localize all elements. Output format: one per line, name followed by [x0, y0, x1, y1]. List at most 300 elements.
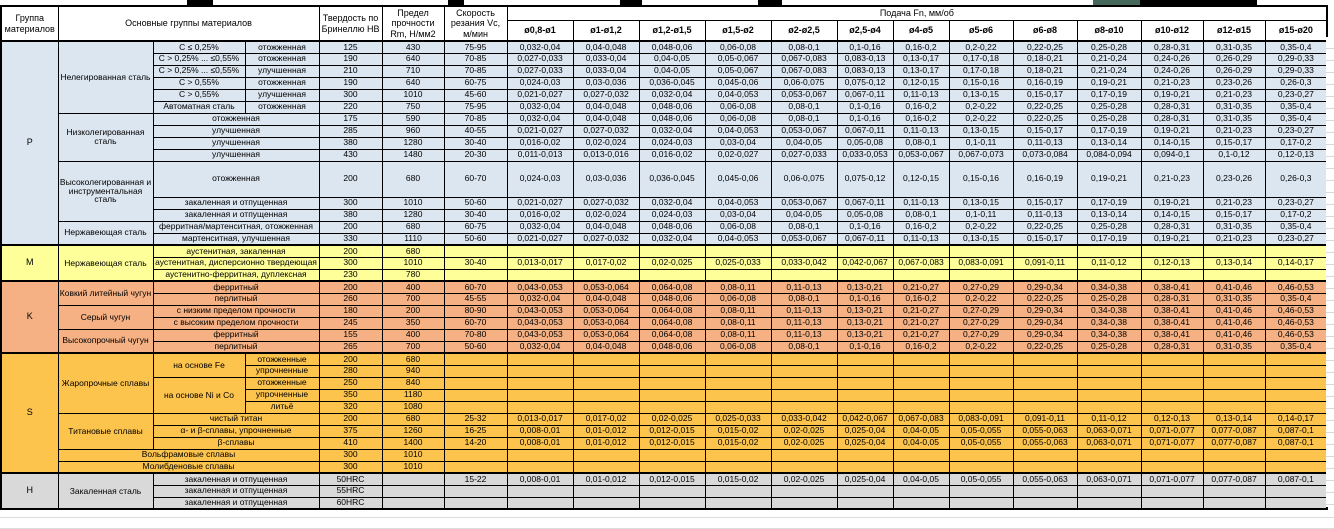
- cutting-speed-cell[interactable]: 60-75: [444, 221, 507, 233]
- feed-cell[interactable]: 0,11-0,13: [1013, 137, 1077, 149]
- feed-cell[interactable]: 0,24-0,26: [1141, 65, 1203, 77]
- feed-cell[interactable]: 0,25-0,28: [1077, 41, 1141, 53]
- feed-cell[interactable]: 0,067-0,073: [949, 149, 1013, 161]
- strength-cell[interactable]: 1010: [382, 257, 444, 269]
- feed-cell[interactable]: 0,075-0,12: [837, 161, 893, 197]
- feed-cell[interactable]: [639, 461, 705, 473]
- feed-cell[interactable]: 0,063-0,071: [1077, 425, 1141, 437]
- feed-cell[interactable]: 0,083-0,13: [837, 53, 893, 65]
- feed-cell[interactable]: 0,021-0,027: [507, 233, 573, 245]
- feed-cell[interactable]: 0,1-0,16: [837, 101, 893, 113]
- feed-cell[interactable]: [893, 377, 949, 389]
- feed-cell[interactable]: 0,27-0,29: [949, 329, 1013, 341]
- material-cell[interactable]: на основе Ni и Co: [153, 377, 245, 413]
- material-cell[interactable]: закаленная и отпущенная: [153, 197, 319, 209]
- feed-cell[interactable]: [1203, 449, 1265, 461]
- hardness-cell[interactable]: 300: [319, 449, 382, 461]
- feed-cell[interactable]: [1077, 365, 1141, 377]
- feed-cell[interactable]: 0,31-0,35: [1203, 341, 1265, 353]
- feed-cell[interactable]: [1141, 389, 1203, 401]
- cutting-speed-cell[interactable]: 16-25: [444, 425, 507, 437]
- material-cell[interactable]: Вольфрамовые сплавы: [58, 449, 319, 461]
- cutting-speed-cell[interactable]: [444, 389, 507, 401]
- feed-cell[interactable]: 0,16-0,2: [893, 113, 949, 125]
- feed-cell[interactable]: 0,06-0,075: [771, 161, 837, 197]
- feed-cell[interactable]: 0,15-0,16: [949, 77, 1013, 89]
- feed-cell[interactable]: 0,27-0,29: [949, 281, 1013, 293]
- material-cell[interactable]: аустенитная, закаленная: [153, 245, 319, 257]
- feed-cell[interactable]: 0,021-0,027: [507, 197, 573, 209]
- feed-cell[interactable]: [705, 401, 771, 413]
- feed-cell[interactable]: 0,045-0,06: [705, 77, 771, 89]
- cutting-speed-cell[interactable]: [444, 461, 507, 473]
- feed-cell[interactable]: 0,22-0,25: [1013, 293, 1077, 305]
- header-material-group[interactable]: Группа материалов: [1, 6, 58, 41]
- feed-cell[interactable]: 0,1-0,16: [837, 221, 893, 233]
- feed-cell[interactable]: 0,22-0,25: [1013, 101, 1077, 113]
- feed-cell[interactable]: 0,21-0,24: [1077, 65, 1141, 77]
- material-cell[interactable]: Нержавеющая сталь: [58, 245, 153, 281]
- strength-cell[interactable]: 400: [382, 281, 444, 293]
- cutting-speed-cell[interactable]: 50-60: [444, 341, 507, 353]
- feed-cell[interactable]: 0,05-0,055: [949, 425, 1013, 437]
- strength-cell[interactable]: 680: [382, 245, 444, 257]
- feed-cell[interactable]: 0,28-0,31: [1141, 41, 1203, 53]
- feed-cell[interactable]: 0,25-0,28: [1077, 293, 1141, 305]
- header-tensile-strength[interactable]: Предел прочности Rm, Н/мм2: [382, 6, 444, 41]
- feed-cell[interactable]: 0,015-0,02: [705, 437, 771, 449]
- feed-cell[interactable]: 0,46-0,53: [1265, 305, 1327, 317]
- feed-cell[interactable]: 0,1-0,16: [837, 293, 893, 305]
- feed-cell[interactable]: 0,26-0,3: [1265, 161, 1327, 197]
- feed-cell[interactable]: 0,024-0,03: [507, 161, 573, 197]
- strength-cell[interactable]: 700: [382, 341, 444, 353]
- feed-cell[interactable]: 0,043-0,053: [507, 317, 573, 329]
- feed-cell[interactable]: 0,032-0,04: [639, 197, 705, 209]
- feed-cell[interactable]: 0,2-0,22: [949, 221, 1013, 233]
- cutting-speed-cell[interactable]: 20-30: [444, 149, 507, 161]
- feed-cell[interactable]: 0,11-0,13: [893, 233, 949, 245]
- feed-cell[interactable]: 0,032-0,04: [507, 293, 573, 305]
- feed-cell[interactable]: [1077, 353, 1141, 365]
- material-cell[interactable]: чистый титан: [153, 413, 319, 425]
- material-cell[interactable]: с низким пределом прочности: [153, 305, 319, 317]
- feed-cell[interactable]: 0,12-0,13: [1265, 149, 1327, 161]
- feed-cell[interactable]: 0,21-0,27: [893, 317, 949, 329]
- strength-cell[interactable]: 940: [382, 365, 444, 377]
- feed-cell[interactable]: [639, 269, 705, 281]
- feed-cell[interactable]: 0,03-0,04: [705, 137, 771, 149]
- feed-cell[interactable]: [1013, 245, 1077, 257]
- feed-cell[interactable]: 0,008-0,01: [507, 437, 573, 449]
- feed-cell[interactable]: 0,01-0,012: [573, 437, 639, 449]
- material-cell[interactable]: C > 0,55%: [153, 89, 245, 101]
- feed-cell[interactable]: 0,18-0,21: [1013, 65, 1077, 77]
- feed-cell[interactable]: 0,08-0,11: [705, 305, 771, 317]
- feed-cell[interactable]: 0,017-0,02: [573, 413, 639, 425]
- feed-cell[interactable]: 0,38-0,41: [1141, 329, 1203, 341]
- hardness-cell[interactable]: 380: [319, 137, 382, 149]
- feed-cell[interactable]: 0,053-0,067: [893, 149, 949, 161]
- hardness-cell[interactable]: 410: [319, 437, 382, 449]
- feed-cell[interactable]: 0,05-0,067: [705, 65, 771, 77]
- feed-cell[interactable]: 0,055-0,063: [1013, 437, 1077, 449]
- feed-cell[interactable]: 0,13-0,14: [1077, 137, 1141, 149]
- feed-cell[interactable]: 0,11-0,13: [893, 125, 949, 137]
- feed-cell[interactable]: 0,075-0,12: [837, 77, 893, 89]
- feed-cell[interactable]: [949, 485, 1013, 497]
- material-cell[interactable]: Нержавеющая сталь: [58, 221, 153, 245]
- feed-cell[interactable]: 0,15-0,17: [1013, 233, 1077, 245]
- feed-cell[interactable]: 0,31-0,35: [1203, 293, 1265, 305]
- feed-cell[interactable]: 0,17-0,19: [1077, 125, 1141, 137]
- material-cell[interactable]: с высоким пределом прочности: [153, 317, 319, 329]
- feed-cell[interactable]: [705, 449, 771, 461]
- feed-cell[interactable]: [705, 485, 771, 497]
- feed-cell[interactable]: 0,14-0,17: [1265, 413, 1327, 425]
- feed-cell[interactable]: 0,17-0,2: [1265, 209, 1327, 221]
- material-cell[interactable]: отожженная: [245, 77, 319, 89]
- feed-cell[interactable]: [1077, 269, 1141, 281]
- feed-cell[interactable]: 0,1-0,11: [949, 209, 1013, 221]
- strength-cell[interactable]: [382, 497, 444, 509]
- feed-cell[interactable]: 0,033-0,04: [573, 53, 639, 65]
- feed-cell[interactable]: [1265, 353, 1327, 365]
- feed-cell[interactable]: 0,024-0,03: [639, 209, 705, 221]
- material-cell[interactable]: улучшенная: [245, 89, 319, 101]
- feed-cell[interactable]: [507, 365, 573, 377]
- feed-cell[interactable]: [1203, 461, 1265, 473]
- feed-cell[interactable]: [573, 365, 639, 377]
- feed-cell[interactable]: 0,012-0,015: [639, 473, 705, 485]
- feed-cell[interactable]: 0,08-0,1: [771, 221, 837, 233]
- feed-cell[interactable]: [1013, 497, 1077, 509]
- feed-cell[interactable]: [573, 485, 639, 497]
- cutting-speed-cell[interactable]: 60-70: [444, 317, 507, 329]
- feed-cell[interactable]: [1013, 401, 1077, 413]
- strength-cell[interactable]: 640: [382, 77, 444, 89]
- cutting-speed-cell[interactable]: [444, 269, 507, 281]
- feed-cell[interactable]: 0,29-0,34: [1013, 281, 1077, 293]
- feed-cell[interactable]: 0,26-0,29: [1203, 53, 1265, 65]
- header-feed-diameter[interactable]: ø4-ø5: [893, 21, 949, 42]
- feed-cell[interactable]: 0,11-0,13: [771, 305, 837, 317]
- hardness-cell[interactable]: 300: [319, 461, 382, 473]
- feed-cell[interactable]: 0,025-0,04: [837, 425, 893, 437]
- feed-cell[interactable]: [1265, 449, 1327, 461]
- feed-cell[interactable]: 0,087-0,1: [1265, 437, 1327, 449]
- feed-cell[interactable]: [705, 461, 771, 473]
- header-brinell-hardness[interactable]: Твердость по Бринеллю HB: [319, 6, 382, 41]
- feed-cell[interactable]: 0,04-0,05: [893, 425, 949, 437]
- feed-cell[interactable]: [1265, 401, 1327, 413]
- feed-cell[interactable]: 0,22-0,25: [1013, 341, 1077, 353]
- cutting-speed-cell[interactable]: [444, 365, 507, 377]
- strength-cell[interactable]: 1080: [382, 401, 444, 413]
- feed-cell[interactable]: 0,15-0,17: [1013, 89, 1077, 101]
- feed-cell[interactable]: 0,28-0,31: [1141, 341, 1203, 353]
- strength-cell[interactable]: 1180: [382, 389, 444, 401]
- header-feed-diameter[interactable]: ø1,5-ø2: [705, 21, 771, 42]
- feed-cell[interactable]: 0,094-0,1: [1141, 149, 1203, 161]
- feed-cell[interactable]: 0,017-0,02: [573, 257, 639, 269]
- header-feed-diameter[interactable]: ø2,5-ø4: [837, 21, 893, 42]
- feed-cell[interactable]: [705, 269, 771, 281]
- feed-cell[interactable]: 0,23-0,27: [1265, 233, 1327, 245]
- feed-cell[interactable]: 0,08-0,11: [705, 329, 771, 341]
- feed-cell[interactable]: 0,025-0,033: [705, 413, 771, 425]
- feed-cell[interactable]: 0,15-0,16: [949, 161, 1013, 197]
- cutting-speed-cell[interactable]: [444, 497, 507, 509]
- hardness-cell[interactable]: 380: [319, 209, 382, 221]
- cutting-speed-cell[interactable]: 30-40: [444, 257, 507, 269]
- feed-cell[interactable]: 0,13-0,21: [837, 329, 893, 341]
- feed-cell[interactable]: 0,23-0,27: [1265, 125, 1327, 137]
- header-feed-diameter[interactable]: ø2-ø2,5: [771, 21, 837, 42]
- feed-cell[interactable]: 0,027-0,033: [507, 65, 573, 77]
- feed-cell[interactable]: 0,21-0,23: [1141, 161, 1203, 197]
- feed-cell[interactable]: 0,29-0,33: [1265, 53, 1327, 65]
- feed-cell[interactable]: 0,15-0,17: [1013, 197, 1077, 209]
- feed-cell[interactable]: 0,06-0,075: [771, 77, 837, 89]
- feed-cell[interactable]: 0,04-0,05: [771, 137, 837, 149]
- feed-cell[interactable]: 0,04-0,048: [573, 113, 639, 125]
- feed-cell[interactable]: 0,077-0,087: [1203, 437, 1265, 449]
- strength-cell[interactable]: 680: [382, 413, 444, 425]
- feed-cell[interactable]: 0,25-0,28: [1077, 341, 1141, 353]
- feed-cell[interactable]: 0,015-0,02: [705, 473, 771, 485]
- feed-cell[interactable]: 0,35-0,4: [1265, 341, 1327, 353]
- strength-cell[interactable]: 700: [382, 293, 444, 305]
- feed-cell[interactable]: 0,08-0,1: [771, 113, 837, 125]
- feed-cell[interactable]: [507, 497, 573, 509]
- feed-cell[interactable]: [639, 485, 705, 497]
- hardness-cell[interactable]: 300: [319, 89, 382, 101]
- feed-cell[interactable]: 0,14-0,15: [1141, 137, 1203, 149]
- strength-cell[interactable]: 1010: [382, 449, 444, 461]
- feed-cell[interactable]: [705, 389, 771, 401]
- feed-cell[interactable]: 0,04-0,05: [639, 65, 705, 77]
- feed-cell[interactable]: 0,03-0,036: [573, 77, 639, 89]
- feed-cell[interactable]: 0,071-0,077: [1141, 437, 1203, 449]
- feed-cell[interactable]: 0,021-0,027: [507, 89, 573, 101]
- cutting-speed-cell[interactable]: 70-85: [444, 53, 507, 65]
- feed-cell[interactable]: 0,16-0,2: [893, 101, 949, 113]
- cutting-speed-cell[interactable]: [444, 377, 507, 389]
- material-cell[interactable]: Нелегированная сталь: [58, 41, 153, 113]
- material-cell[interactable]: отожженная: [153, 161, 319, 197]
- feed-cell[interactable]: [507, 353, 573, 365]
- feed-cell[interactable]: [573, 353, 639, 365]
- feed-cell[interactable]: 0,11-0,13: [893, 197, 949, 209]
- feed-cell[interactable]: 0,13-0,15: [949, 197, 1013, 209]
- feed-cell[interactable]: [1077, 389, 1141, 401]
- header-feed-diameter[interactable]: ø12-ø15: [1203, 21, 1265, 42]
- feed-cell[interactable]: 0,1-0,11: [949, 137, 1013, 149]
- feed-cell[interactable]: 0,19-0,21: [1141, 89, 1203, 101]
- feed-cell[interactable]: [771, 365, 837, 377]
- feed-cell[interactable]: [949, 353, 1013, 365]
- feed-cell[interactable]: 0,08-0,1: [771, 101, 837, 113]
- feed-cell[interactable]: 0,2-0,22: [949, 101, 1013, 113]
- feed-cell[interactable]: [507, 449, 573, 461]
- feed-cell[interactable]: 0,1-0,12: [1203, 149, 1265, 161]
- strength-cell[interactable]: [382, 473, 444, 485]
- strength-cell[interactable]: 710: [382, 65, 444, 77]
- feed-cell[interactable]: 0,01-0,012: [573, 473, 639, 485]
- feed-cell[interactable]: 0,067-0,11: [837, 125, 893, 137]
- feed-cell[interactable]: 0,036-0,045: [639, 77, 705, 89]
- material-cell[interactable]: отожженная: [153, 113, 319, 125]
- feed-cell[interactable]: [507, 269, 573, 281]
- cutting-speed-cell[interactable]: 60-70: [444, 281, 507, 293]
- feed-cell[interactable]: [837, 269, 893, 281]
- feed-cell[interactable]: [1077, 245, 1141, 257]
- feed-cell[interactable]: [1013, 485, 1077, 497]
- cutting-speed-cell[interactable]: 14-20: [444, 437, 507, 449]
- feed-cell[interactable]: 0,28-0,31: [1141, 101, 1203, 113]
- feed-cell[interactable]: 0,024-0,03: [639, 137, 705, 149]
- feed-cell[interactable]: 0,14-0,17: [1265, 257, 1327, 269]
- feed-cell[interactable]: 0,16-0,2: [893, 41, 949, 53]
- feed-cell[interactable]: 0,053-0,064: [573, 317, 639, 329]
- feed-cell[interactable]: 0,025-0,033: [705, 257, 771, 269]
- feed-cell[interactable]: 0,21-0,23: [1203, 233, 1265, 245]
- cutting-speed-cell[interactable]: 30-40: [444, 137, 507, 149]
- feed-cell[interactable]: 0,28-0,31: [1141, 293, 1203, 305]
- material-cell[interactable]: отожженные: [245, 353, 319, 365]
- feed-cell[interactable]: [1265, 245, 1327, 257]
- feed-cell[interactable]: [771, 353, 837, 365]
- feed-cell[interactable]: 0,41-0,46: [1203, 305, 1265, 317]
- material-cell[interactable]: Серый чугун: [58, 305, 153, 329]
- material-cell[interactable]: C > 0,25% ... ≤0,55%: [153, 53, 245, 65]
- feed-cell[interactable]: 0,17-0,19: [1077, 233, 1141, 245]
- feed-cell[interactable]: 0,46-0,53: [1265, 329, 1327, 341]
- feed-cell[interactable]: 0,2-0,22: [949, 293, 1013, 305]
- feed-cell[interactable]: 0,21-0,23: [1203, 89, 1265, 101]
- feed-cell[interactable]: 0,08-0,1: [893, 209, 949, 221]
- feed-cell[interactable]: 0,38-0,41: [1141, 305, 1203, 317]
- feed-cell[interactable]: 0,077-0,087: [1203, 425, 1265, 437]
- feed-cell[interactable]: 0,26-0,3: [1265, 77, 1327, 89]
- hardness-cell[interactable]: 155: [319, 329, 382, 341]
- feed-cell[interactable]: 0,064-0,08: [639, 329, 705, 341]
- feed-cell[interactable]: [1265, 389, 1327, 401]
- hardness-cell[interactable]: 175: [319, 113, 382, 125]
- strength-cell[interactable]: 1480: [382, 149, 444, 161]
- feed-cell[interactable]: [771, 389, 837, 401]
- material-cell[interactable]: улучшенная: [153, 137, 319, 149]
- strength-cell[interactable]: 400: [382, 329, 444, 341]
- feed-cell[interactable]: 0,1-0,16: [837, 113, 893, 125]
- feed-cell[interactable]: 0,063-0,071: [1077, 473, 1141, 485]
- hardness-cell[interactable]: 265: [319, 341, 382, 353]
- cutting-speed-cell[interactable]: 75-95: [444, 41, 507, 53]
- feed-cell[interactable]: [771, 497, 837, 509]
- feed-cell[interactable]: [949, 461, 1013, 473]
- feed-cell[interactable]: [771, 401, 837, 413]
- material-cell[interactable]: ферритный: [153, 329, 319, 341]
- feed-cell[interactable]: 0,13-0,14: [1077, 209, 1141, 221]
- feed-cell[interactable]: [639, 365, 705, 377]
- feed-cell[interactable]: 0,033-0,042: [771, 413, 837, 425]
- feed-cell[interactable]: 0,05-0,067: [705, 53, 771, 65]
- feed-cell[interactable]: 0,008-0,01: [507, 473, 573, 485]
- group-letter-cell[interactable]: K: [1, 281, 58, 353]
- hardness-cell[interactable]: 60HRC: [319, 497, 382, 509]
- feed-cell[interactable]: [949, 365, 1013, 377]
- feed-cell[interactable]: [1013, 389, 1077, 401]
- feed-cell[interactable]: 0,06-0,08: [705, 221, 771, 233]
- feed-cell[interactable]: 0,19-0,21: [1141, 233, 1203, 245]
- material-cell[interactable]: на основе Fe: [153, 353, 245, 377]
- header-feed-diameter[interactable]: ø8-ø10: [1077, 21, 1141, 42]
- feed-cell[interactable]: 0,35-0,4: [1265, 221, 1327, 233]
- feed-cell[interactable]: 0,02-0,025: [771, 473, 837, 485]
- feed-cell[interactable]: [837, 401, 893, 413]
- feed-cell[interactable]: [1265, 269, 1327, 281]
- feed-cell[interactable]: 0,067-0,083: [771, 53, 837, 65]
- feed-cell[interactable]: 0,083-0,091: [949, 413, 1013, 425]
- material-cell[interactable]: отожженные: [245, 377, 319, 389]
- material-cell[interactable]: мартенситная, улучшенная: [153, 233, 319, 245]
- feed-cell[interactable]: 0,31-0,35: [1203, 41, 1265, 53]
- cutting-speed-cell[interactable]: 80-90: [444, 305, 507, 317]
- feed-cell[interactable]: [1077, 401, 1141, 413]
- hardness-cell[interactable]: 200: [319, 413, 382, 425]
- feed-cell[interactable]: 0,04-0,048: [573, 341, 639, 353]
- feed-cell[interactable]: [1013, 365, 1077, 377]
- feed-cell[interactable]: 0,18-0,21: [1013, 53, 1077, 65]
- feed-cell[interactable]: 0,26-0,29: [1203, 65, 1265, 77]
- feed-cell[interactable]: 0,048-0,06: [639, 221, 705, 233]
- feed-cell[interactable]: 0,13-0,15: [949, 233, 1013, 245]
- feed-cell[interactable]: 0,22-0,25: [1013, 113, 1077, 125]
- feed-cell[interactable]: 0,38-0,41: [1141, 281, 1203, 293]
- feed-cell[interactable]: 0,29-0,34: [1013, 329, 1077, 341]
- header-main-material-groups[interactable]: Основные группы материалов: [58, 6, 319, 41]
- feed-cell[interactable]: 0,04-0,048: [573, 41, 639, 53]
- strength-cell[interactable]: 680: [382, 353, 444, 365]
- feed-cell[interactable]: [1013, 461, 1077, 473]
- feed-cell[interactable]: 0,04-0,048: [573, 221, 639, 233]
- feed-cell[interactable]: [1077, 485, 1141, 497]
- feed-cell[interactable]: [573, 389, 639, 401]
- feed-cell[interactable]: 0,13-0,21: [837, 281, 893, 293]
- feed-cell[interactable]: 0,21-0,23: [1203, 125, 1265, 137]
- feed-cell[interactable]: 0,13-0,17: [893, 65, 949, 77]
- feed-cell[interactable]: [639, 245, 705, 257]
- hardness-cell[interactable]: 200: [319, 281, 382, 293]
- feed-cell[interactable]: 0,04-0,05: [639, 53, 705, 65]
- feed-cell[interactable]: 0,28-0,31: [1141, 221, 1203, 233]
- feed-cell[interactable]: 0,02-0,027: [705, 149, 771, 161]
- feed-cell[interactable]: 0,41-0,46: [1203, 329, 1265, 341]
- cutting-speed-cell[interactable]: 60-70: [444, 161, 507, 197]
- feed-cell[interactable]: 0,048-0,06: [639, 293, 705, 305]
- feed-cell[interactable]: 0,03-0,04: [705, 209, 771, 221]
- material-cell[interactable]: перлитный: [153, 341, 319, 353]
- feed-cell[interactable]: 0,032-0,04: [507, 113, 573, 125]
- feed-cell[interactable]: 0,16-0,2: [893, 341, 949, 353]
- feed-cell[interactable]: 0,34-0,38: [1077, 329, 1141, 341]
- feed-cell[interactable]: [573, 461, 639, 473]
- material-cell[interactable]: упрочненные: [245, 389, 319, 401]
- feed-cell[interactable]: 0,06-0,08: [705, 113, 771, 125]
- feed-cell[interactable]: 0,071-0,077: [1141, 425, 1203, 437]
- strength-cell[interactable]: 780: [382, 269, 444, 281]
